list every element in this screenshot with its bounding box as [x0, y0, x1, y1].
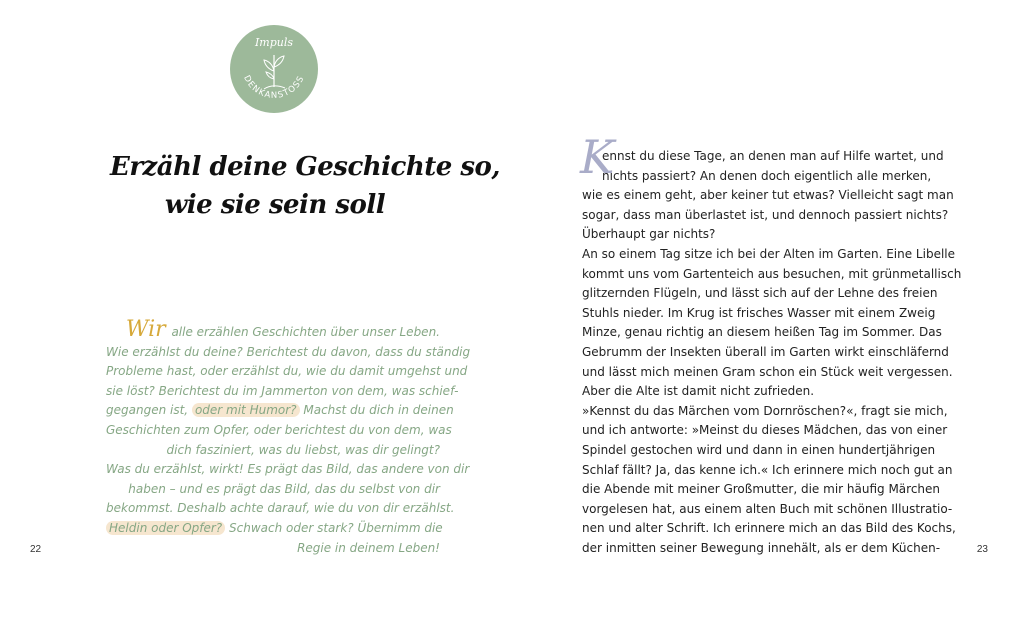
story-line: An so einem Tag sitze ich bei der Alten im Garten. Eine Libelle: [582, 246, 955, 261]
story-line: ennst du diese Tage, an denen man auf Hilfe wartet, und: [602, 149, 944, 163]
chapter-headline: [110, 148, 500, 224]
story-line: die Abende mit meiner Großmutter, die mir häufig Märchen: [582, 482, 941, 497]
story-line: Stuhls nieder. Im Krug ist frisches Wasser mit einem Zweig: [582, 305, 936, 320]
story-line: »Kennst du das Märchen vom Dornröschen?«, fragt sie mich,: [582, 403, 948, 418]
story-text: [580, 130, 962, 558]
story-line: Spindel gestochen wird und dann in einen hundertjährigen: [582, 442, 936, 457]
story-line: der inmitten seiner Bewegung innehält, als er dem Küchen-: [582, 540, 941, 555]
story-line: nichts passiert? An denen doch eigentlich alle merken,: [602, 168, 932, 183]
quote-first-word: Wir: [125, 317, 166, 342]
headline-line-2: wie sie sein soll: [164, 190, 386, 220]
story-line: vorgelesen hat, aus einem alten Buch mit schönen Illustratio-: [582, 501, 953, 516]
impuls-badge: [230, 25, 318, 113]
story-line: Gebrumm der Insekten überall im Garten wirkt einschläfernd: [582, 344, 949, 359]
story-line: kommt uns vom Gartenteich aus besuchen, mit grünmetallisch: [582, 266, 962, 281]
story-line: glitzernden Flügeln, und lässt sich auf der Lehne des freien: [582, 286, 938, 301]
highlight-heldin: Heldin oder Opfer?: [106, 521, 225, 535]
drop-cap: K: [580, 130, 615, 184]
story-line: nen und alter Schrift. Ich erinnere mich an das Bild des Kochs,: [582, 521, 956, 536]
highlight-humor: oder mit Humor?: [192, 403, 300, 417]
story-line: und lässt mich meinen Gram schon ein Stück weit vergessen.: [582, 364, 953, 379]
story-line: Schlaf fällt? Ja, das kenne ich.« Ich erinnere mich noch gut an: [582, 462, 953, 477]
story-line: Aber die Alte ist damit nicht zufrieden.: [582, 384, 815, 399]
page-number-left: 22: [30, 544, 42, 555]
badge-subtitle: DENKANSTOSS: [241, 73, 307, 101]
story-line: Minze, genau richtig an diesem heißen Tag im Sommer. Das: [582, 325, 942, 340]
story-line: wie es einem geht, aber keiner tut etwas? Vielleicht sagt man: [582, 188, 954, 203]
impulse-text: Wir alle erzählen Geschichten über unser Leben. Wie erzählst du deine? Berichtest du davon, dass du ständig Probleme hast, oder erzählst du, wie du damit umgehst und sie löst? Berichtest du im Jammerton von dem, was schief- gegangen ist, oder mit Humor? Machst du dich in deinen Geschichten zum Opfer, oder berichtest du von dem, was dich fasziniert, was du liebst, was dir gelingt? Was du erzählst, wirkt! Es prägt das Bild, das andere von dir haben – und es prägt das Bild, das du selbst von dir bekommst. Deshalb achte darauf, wie du von dir erzählst. Heldin oder Opfer? Schwach oder stark? Übernimm die Regie in deinem Leben!: [106, 317, 471, 555]
headline-line-1: Erzähl deine Geschichte so,: [110, 152, 500, 182]
badge-title: Impuls: [254, 36, 294, 49]
right-page: [510, 0, 1020, 618]
page-number-right: 23: [976, 544, 988, 555]
story-line: sogar, dass man überlastet ist, und dennoch passiert nichts?: [582, 207, 949, 222]
story-line: Überhaupt gar nichts?: [582, 227, 716, 242]
story-line: und ich antworte: »Meinst du dieses Mädchen, das von einer: [582, 423, 948, 438]
